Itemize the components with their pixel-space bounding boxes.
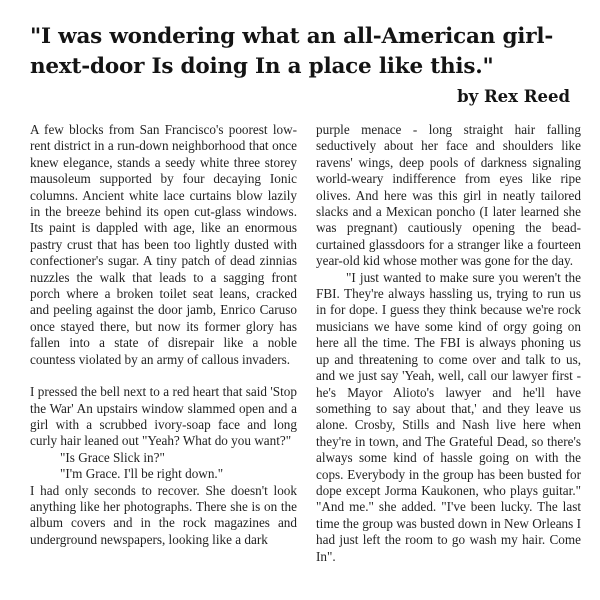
article-byline: by Rex Reed (457, 87, 570, 106)
right-column (316, 122, 581, 565)
dialogue-im-grace: "I'm Grace. I'll be right down." (60, 466, 224, 482)
dialogue-is-grace-in: "Is Grace Slick in?" (60, 449, 165, 465)
paragraph-house-description: A few blocks from San Francisco's poorest low-rent district in a run-down neighborhood that once knew elegance, stands a seedy white three storey mausoleum supported by four decaying Ionic columns. Ancient white lace curtains blow lazily in the breeze behind its open cut-glass windows. Its paint is dappled with age, like an enormous pastry crust that has been too lightly dusted with confectioner's sugar. A tiny patch of dead zinnias nuzzles the walk that leads to a sagging front porch where a broken toilet seat leans, cracked and peeling against the door jamb, Enrico Caruso once stayed there, but now its former glory has fallen into a state of disrepair like a noble countess violated by an army of callous invaders. (30, 122, 297, 367)
paragraph-fbi-quote: "I just wanted to make sure you weren't the FBI. They're always hassling us, trying to run us in for dope. I guess they think because we're rock musicians we have some kind of orgy going on here all the time. The FBI is always phoning us up and threatening to come over and talk to us, and we just say 'Yeah, well, call our lawyer first - he's Mayor Alioto's lawyer and he'll have something to say about that,' and they leave us alone. Crosby, Stills and Nash live here when they're in town, and The Grateful Dead, so there's always some kind of hassle going on with the cops. Everybody in the group has been busted for dope except Jorma Kaukonen, who plays guitar." "And me." she added. "I've been lucky. The last time the group was busted down in New Orleans I had just left the room to go wash my hair. Come In". (316, 269, 581, 564)
left-column (30, 122, 297, 548)
paragraph-purple-menace: purple menace - long straight hair falling seductively about her face and shoulders like ravens' wings, deep pools of darkness signaling world-weary indifference from eyes like ripe olives. And here was this girl in neatly tailored slacks and a Mexican poncho (I later learned she was pregnant) cautiously opening the bead-curtained glassdoors for a stranger like a fourteen year-old kid whose mother was gone for the day. (316, 122, 581, 269)
paragraph-recover: I had only seconds to recover. She doesn't look anything like her photographs. There she is on the album covers and in the rock magazines and underground newspapers, looking like a dark (30, 482, 297, 547)
paragraph-doorbell: I pressed the bell next to a red heart that said 'Stop the War' An upstairs window slammed open and a girl with a scrubbed ivory-soap face and long curly hair leaned out "Yeah? What do you want?" (30, 384, 297, 449)
article-headline: "I was wondering what an all-American girl-next-door Is doing In a place like this." (30, 24, 554, 79)
